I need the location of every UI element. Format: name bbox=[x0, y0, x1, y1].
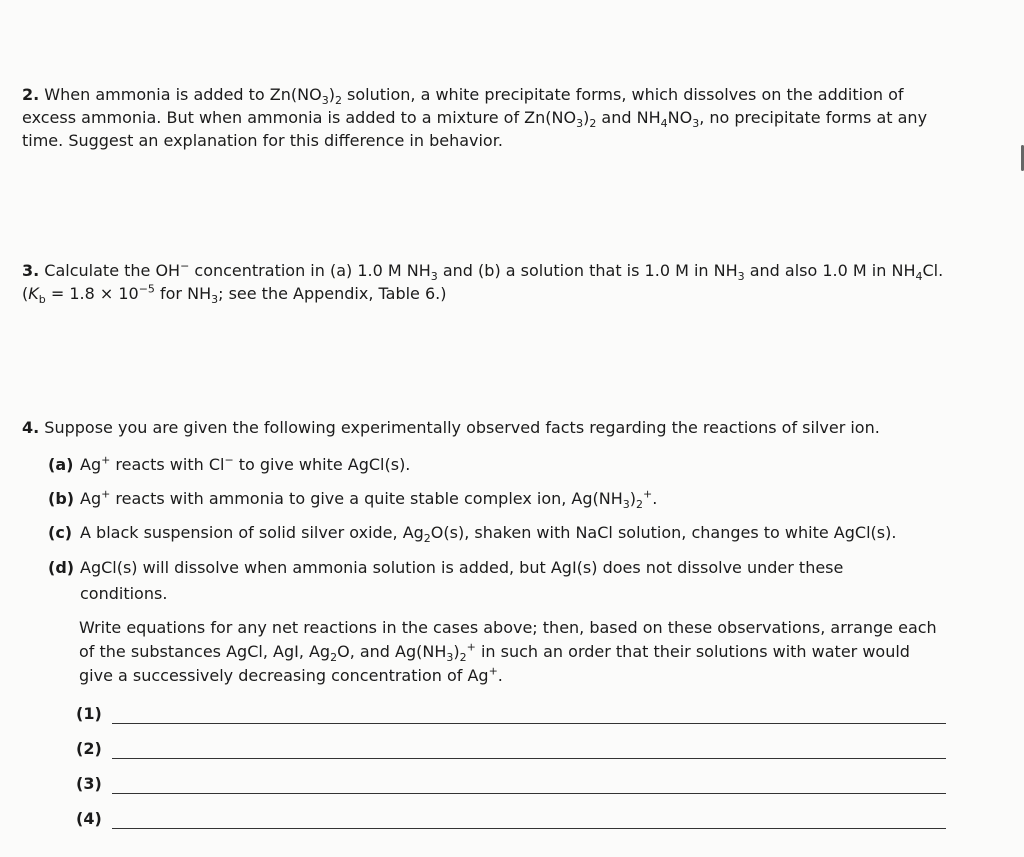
answer-label: (4) bbox=[76, 809, 102, 828]
answer-label: (2) bbox=[76, 739, 102, 758]
answer-line-4[interactable] bbox=[76, 809, 946, 833]
question-4: 4. Suppose you are given the following experimentally observed facts regarding the reactions of silver ion. bbox=[22, 418, 880, 437]
question-number: 4. bbox=[22, 418, 40, 437]
answer-blank[interactable] bbox=[112, 793, 946, 794]
fact-d: (d) AgCl(s) will dissolve when ammonia solution is added, but AgI(s) does not dissolve under these conditions. bbox=[48, 555, 948, 607]
answer-blank[interactable] bbox=[112, 758, 946, 759]
fact-c: (c) A black suspension of solid silver oxide, $Ag_2O(s)$, shaken with NaCl solution, changes to white AgCl(s). bbox=[48, 520, 948, 546]
instructions-paragraph: Write equations for any net reactions in the cases above; then, based on these observations, arrange each of the substances AgCl, AgI, $Ag_2O$, and $Ag(NH_3)_2^+$ in such an order that their solutions with water would give a successively decreasing concentration of Ag+. bbox=[79, 618, 937, 685]
fact-label: (d) bbox=[48, 558, 75, 577]
fact-a: (a) Ag+ reacts with Cl− to give white AgCl(s). bbox=[48, 452, 948, 478]
answer-label: (1) bbox=[76, 704, 102, 723]
answer-line-1[interactable] bbox=[76, 704, 946, 728]
answer-blank[interactable] bbox=[112, 828, 946, 829]
fact-label: (c) bbox=[48, 523, 73, 542]
answer-label: (3) bbox=[76, 774, 102, 793]
answer-line-3[interactable] bbox=[76, 774, 946, 798]
answer-line-2[interactable] bbox=[76, 739, 946, 763]
question-2: 2. When ammonia is added to $Zn(NO_3)_2$ solution, a white precipitate forms, which dissolves on the addition of excess ammonia. But when ammonia is added to a mixture of $Zn(NO_3)_2$ and $NH_4NO_3$, no precipitate forms at any time. Suggest an explanation for this difference in behavior. bbox=[22, 85, 928, 150]
question-number: 3. bbox=[22, 261, 40, 280]
fact-label: (a) bbox=[48, 455, 74, 474]
fact-label: (b) bbox=[48, 489, 75, 508]
answer-blank[interactable] bbox=[112, 723, 946, 724]
fact-b: (b) Ag+ reacts with ammonia to give a quite stable complex ion, $Ag(NH_3)_2^+$. bbox=[48, 487, 658, 512]
question-number: 2. bbox=[22, 85, 40, 104]
question-3: 3. Calculate the OH− concentration in (a) 1.0 M $NH_3$ and (b) a solution that is 1.0 M in $NH_3$ and also 1.0 M in $NH_4Cl$. ($K_b = 1.8 \times 10^{-5}$ for $NH_3$; see the Appendix, Table 6.) bbox=[22, 259, 944, 307]
